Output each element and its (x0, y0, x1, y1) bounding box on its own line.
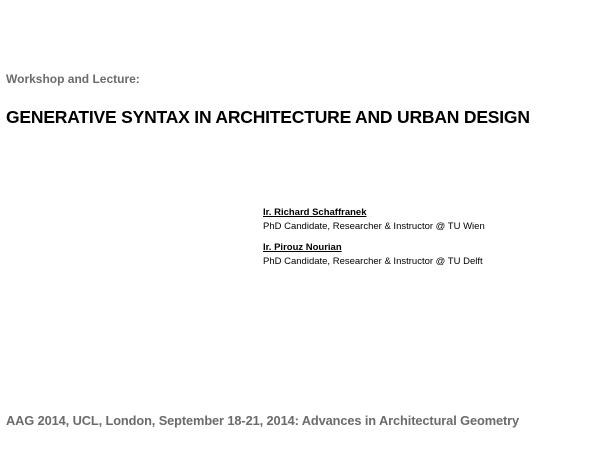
author-entry (263, 206, 485, 234)
author-entry (263, 241, 485, 269)
slide-title: GENERATIVE SYNTAX IN ARCHITECTURE AND URBAN DESIGN (6, 107, 530, 127)
author-role: PhD Candidate, Researcher & Instructor @ TU Wien (263, 221, 485, 232)
author-name: Ir. Richard Schaffranek (263, 207, 367, 218)
slide-footer: AAG 2014, UCL, London, September 18-21, 2014: Advances in Architectural Geometry (6, 413, 520, 428)
author-name: Ir. Pirouz Nourian (263, 242, 342, 253)
author-list (263, 206, 485, 276)
slide-subtitle: Workshop and Lecture: (6, 72, 140, 86)
author-role: PhD Candidate, Researcher & Instructor @ TU Delft (263, 256, 483, 267)
